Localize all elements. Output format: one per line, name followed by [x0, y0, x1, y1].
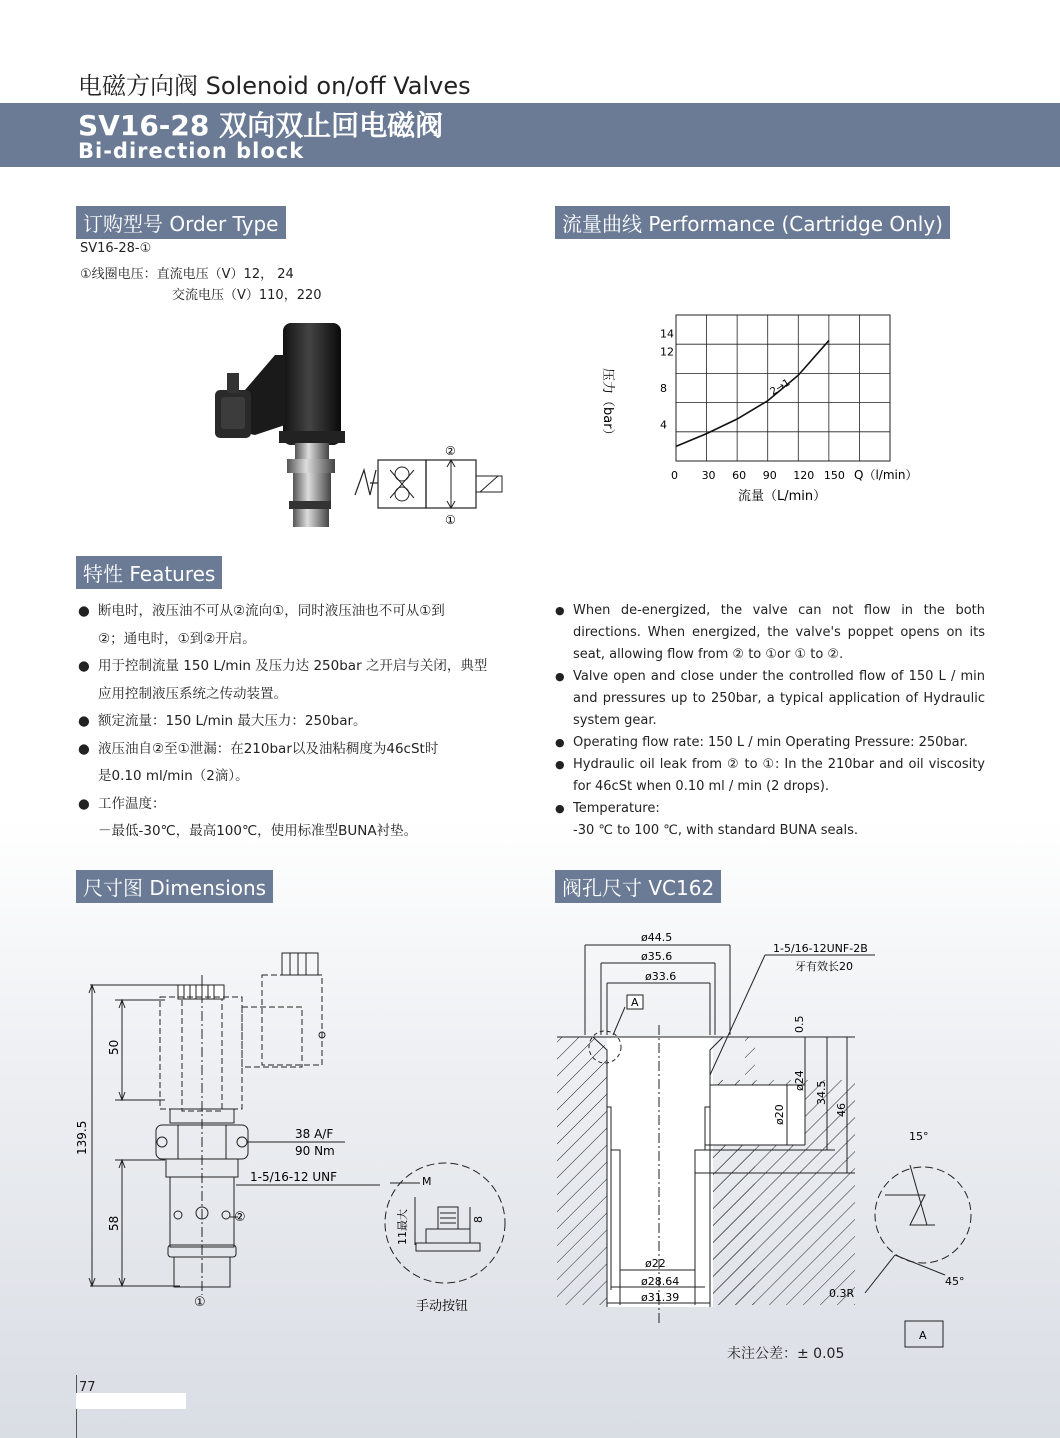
- tolerance-note: 未注公差：± 0.05: [727, 1346, 845, 1362]
- cav-thread-length: 牙有效长20: [795, 960, 853, 973]
- category-title: 电磁方向阀 Solenoid on/off Valves: [78, 72, 471, 100]
- chart-y-tick: 4: [660, 418, 667, 432]
- page-number-box: [76, 1393, 186, 1409]
- feature-zh-line: [78, 738, 518, 760]
- dim-port1: ①: [194, 1295, 206, 1310]
- chart-series-line: [676, 341, 829, 447]
- feature-zh-text: －最低-30℃，最高100℃，使用标准型BUNA衬垫。: [98, 823, 418, 839]
- bullet-icon: ●: [78, 740, 90, 757]
- feature-en-item: ● When de-energized, the valve can not flow in the both directions. When energized, the valve's poppet opens on its seat, allowing flow from ② to ①or ① to ②.: [555, 600, 985, 666]
- order-code: SV16-28-①: [80, 241, 152, 256]
- cav-d33-6: ø33.6: [645, 970, 677, 983]
- model-subtitle: Bi-direction block: [78, 139, 305, 163]
- dimensions-heading: 尺寸图 Dimensions: [76, 870, 273, 903]
- torque: 90 Nm: [295, 1144, 335, 1158]
- feature-zh-text: 液压油自②至①泄漏：在210bar以及油粘稠度为46cSt时: [98, 740, 439, 757]
- feature-zh-line: [78, 600, 518, 622]
- bullet-icon: ●: [78, 658, 90, 674]
- cavity-drawing: [555, 925, 1005, 1365]
- bullet-icon: ●: [78, 713, 90, 729]
- feature-en-item: ● Temperature: -30 ℃ to 100 ℃, with standard BUNA seals.: [555, 798, 985, 842]
- cav-angle45: 45°: [945, 1275, 965, 1288]
- dim-139-5: 139.5: [75, 1120, 89, 1155]
- feature-en-item: ● Operating flow rate: 150 L / min Operating Pressure: 250bar.: [555, 732, 985, 754]
- cav-radius: 0.3R: [829, 1287, 855, 1300]
- cav-d22: ø22: [645, 1257, 666, 1270]
- feature-zh-line: [78, 683, 518, 705]
- cav-d44-5: ø44.5: [641, 931, 673, 944]
- feature-en-item: ● Valve open and close under the controlled flow of 150 L / min and pressures up to 250bar, a typical application of Hydraulic system gear.: [555, 666, 985, 732]
- symbol-port1: ①: [445, 513, 456, 527]
- cav-thread: 1-5/16-12UNF-2B: [773, 942, 868, 955]
- cav-d24: ø24: [793, 1070, 806, 1091]
- feature-zh-line: [78, 793, 518, 815]
- feature-zh-text: 应用控制液压系统之传动装置。: [98, 685, 287, 702]
- button-m: M: [422, 1175, 432, 1188]
- bullet-icon: ●: [78, 603, 90, 619]
- feature-zh-line: [78, 820, 518, 842]
- cav-angle15: 15°: [909, 1130, 929, 1143]
- chart-x-tick: 90: [762, 469, 777, 482]
- chart-series-label: 2→1: [768, 377, 793, 398]
- feature-zh-text: 用于控制流量 150 L/min 及压力达 250bar 之开启与关闭，典型: [98, 658, 488, 674]
- hydraulic-symbol: [350, 440, 510, 530]
- dim-50: 50: [107, 1039, 121, 1055]
- valve-photo: [205, 315, 350, 535]
- cav-ref-a: A: [631, 996, 639, 1009]
- symbol-port2: ②: [445, 444, 456, 458]
- wrench-size: 38 A/F: [295, 1127, 334, 1141]
- feature-zh-line: [78, 765, 518, 787]
- features-en-list: [555, 600, 985, 842]
- chart-x-tick: 30: [701, 469, 716, 482]
- feature-zh-text: 额定流量：150 L/min 最大压力：250bar。: [98, 713, 367, 729]
- feature-zh-text: 断电时，液压油不可从②流向①，同时液压油也不可从①到: [98, 603, 445, 619]
- feature-zh-line: [78, 655, 518, 677]
- coil-voltage-dc: ①线圈电压：直流电压（V）12， 24: [80, 267, 294, 282]
- feature-zh-line: [78, 710, 518, 732]
- dim-port2: ②: [234, 1210, 246, 1225]
- cav-d35-6: ø35.6: [641, 950, 673, 963]
- chart-x-tick: 150: [823, 469, 845, 482]
- chart-y-tick: 12: [660, 345, 674, 359]
- feature-zh-line: [78, 628, 518, 650]
- features-heading: 特性 Features: [76, 556, 222, 589]
- chart-y-tick: 8: [660, 382, 667, 395]
- coil-voltage-ac: 交流电压（V）110，220: [172, 288, 322, 303]
- chart-x-tick: 0: [671, 469, 678, 482]
- chart-x-tick: 60: [732, 469, 747, 482]
- cav-34-5: 34.5: [815, 1080, 828, 1105]
- feature-zh-text: 是0.10 ml/min（2滴）。: [98, 768, 249, 784]
- bullet-icon: ●: [78, 795, 90, 812]
- feature-zh-text: ②；通电时，①到②开启。: [98, 630, 256, 647]
- performance-chart: [600, 305, 930, 510]
- chart-x-tick: 120: [793, 469, 815, 482]
- features-zh-list: [78, 600, 518, 848]
- chart-y-tick: 14: [660, 327, 674, 341]
- dimensions-drawing: [70, 945, 530, 1325]
- order-type-heading: 订购型号 Order Type: [76, 206, 286, 239]
- chart-y-label: 压力（bar）: [600, 368, 615, 442]
- button-8: 8: [472, 1216, 485, 1223]
- feature-en-item: ● Hydraulic oil leak from ② to ①: In the 210bar and oil viscosity for 46cSt when 0.10 ml / min (2 drops).: [555, 754, 985, 798]
- cav-d28-64: ø28.64: [641, 1275, 680, 1288]
- performance-heading: 流量曲线 Performance (Cartridge Only): [555, 206, 950, 239]
- thread-spec: 1-5/16-12 UNF: [250, 1170, 337, 1184]
- dim-58: 58: [107, 1215, 121, 1231]
- manual-button-label: 手动按钮: [416, 1299, 469, 1314]
- chart-x-unit: Q（l/min）: [854, 468, 918, 482]
- cav-d20: ø20: [773, 1104, 786, 1125]
- cav-detail-a: A: [919, 1329, 927, 1342]
- cavity-heading: 阀孔尺寸 VC162: [555, 870, 721, 903]
- page-number: 77: [79, 1380, 96, 1395]
- button-max11: 11最大: [396, 1209, 409, 1245]
- cav-0-5: 0.5: [793, 1015, 806, 1033]
- cav-46: 46: [835, 1103, 848, 1117]
- model-title: SV16-28 双向双止回电磁阀: [78, 109, 444, 142]
- chart-x-label: 流量（L/min）: [738, 489, 827, 504]
- cav-d31-39: ø31.39: [641, 1291, 680, 1304]
- feature-zh-text: 工作温度：: [98, 795, 166, 812]
